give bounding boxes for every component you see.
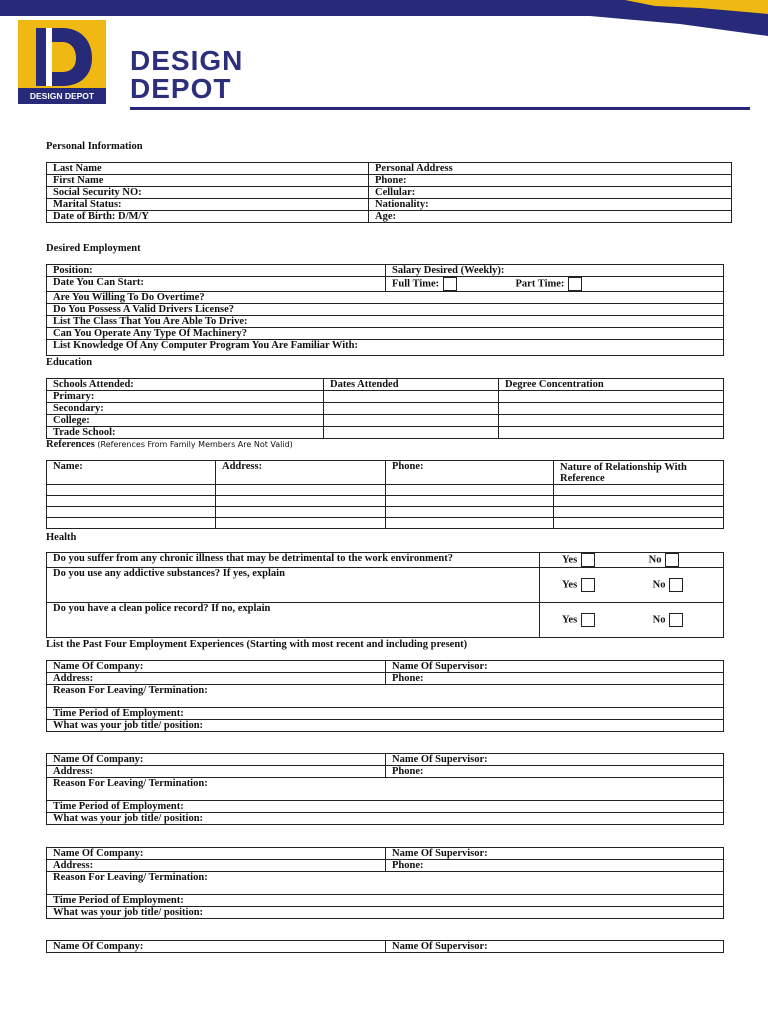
- table-row: [47, 496, 724, 507]
- ref-cell[interactable]: [554, 496, 724, 507]
- college-row-label: College:: [47, 415, 324, 427]
- brand-name-line2: DEPOT: [130, 73, 232, 104]
- yes-label: Yes: [562, 554, 578, 566]
- health-table: [46, 552, 724, 638]
- part-time-checkbox[interactable]: [568, 277, 582, 291]
- yes-label: Yes: [562, 614, 578, 626]
- logo: [18, 20, 106, 104]
- supervisor-field[interactable]: Name Of Supervisor:: [386, 661, 724, 673]
- job-title-field[interactable]: What was your job title/ position:: [47, 813, 724, 825]
- phone-field[interactable]: Phone:: [369, 175, 732, 187]
- table-row: [47, 485, 724, 496]
- first-name-field[interactable]: First Name: [47, 175, 369, 187]
- ref-cell[interactable]: [47, 507, 216, 518]
- overtime-field[interactable]: Are You Willing To Do Overtime?: [47, 292, 724, 304]
- police-no-checkbox[interactable]: [669, 613, 683, 627]
- ref-cell[interactable]: [386, 496, 554, 507]
- personal-heading: Personal Information: [46, 141, 143, 152]
- table-row: [47, 507, 724, 518]
- nationality-field[interactable]: Nationality:: [369, 199, 732, 211]
- phone-field[interactable]: Phone:: [386, 673, 724, 685]
- police-record-answer: [540, 603, 724, 638]
- job-title-field[interactable]: What was your job title/ position:: [47, 720, 724, 732]
- ref-cell[interactable]: [554, 507, 724, 518]
- ref-cell[interactable]: [216, 507, 386, 518]
- part-time-option: [510, 277, 724, 292]
- license-field[interactable]: Do You Possess A Valid Drivers License?: [47, 304, 724, 316]
- college-degree-cell[interactable]: [499, 415, 724, 427]
- ssn-field[interactable]: Social Security NO:: [47, 187, 369, 199]
- table-row: [47, 518, 724, 529]
- reason-field[interactable]: Reason For Leaving/ Termination:: [47, 778, 724, 801]
- references-note: (References From Family Members Are Not Valid): [97, 440, 293, 449]
- substances-answer: [540, 568, 724, 603]
- full-time-checkbox[interactable]: [443, 277, 457, 291]
- degree-column-header: Degree Concentration: [499, 379, 724, 391]
- supervisor-field[interactable]: Name Of Supervisor:: [386, 848, 724, 860]
- part-time-label: Part Time:: [515, 278, 565, 290]
- company-field[interactable]: Name Of Company:: [47, 941, 386, 953]
- police-yes-checkbox[interactable]: [581, 613, 595, 627]
- ref-name-header: Name:: [47, 461, 216, 485]
- ref-cell[interactable]: [47, 485, 216, 496]
- company-field[interactable]: Name Of Company:: [47, 661, 386, 673]
- chronic-yes-checkbox[interactable]: [581, 553, 595, 567]
- drive-class-field[interactable]: List The Class That You Are Able To Drive:: [47, 316, 724, 328]
- yes-label: Yes: [562, 579, 578, 591]
- address-field[interactable]: Address:: [47, 673, 386, 685]
- college-dates-cell[interactable]: [324, 415, 499, 427]
- experience-block-1: [46, 660, 724, 732]
- education-heading: Education: [46, 357, 93, 368]
- references-table: [46, 460, 724, 529]
- position-field[interactable]: Position:: [47, 265, 386, 277]
- marital-status-field[interactable]: Marital Status:: [47, 199, 369, 211]
- address-field[interactable]: Address:: [47, 860, 386, 872]
- ref-cell[interactable]: [386, 485, 554, 496]
- chronic-no-checkbox[interactable]: [665, 553, 679, 567]
- ref-cell[interactable]: [554, 485, 724, 496]
- ref-address-header: Address:: [216, 461, 386, 485]
- trade-school-row-label: Trade School:: [47, 427, 324, 439]
- trade-dates-cell[interactable]: [324, 427, 499, 439]
- ref-cell[interactable]: [216, 518, 386, 529]
- header-rule: [130, 107, 750, 110]
- header-banner: [0, 0, 768, 40]
- substances-no-checkbox[interactable]: [669, 578, 683, 592]
- chronic-illness-answer: [540, 553, 724, 568]
- education-table: [46, 378, 724, 439]
- personal-table: [46, 162, 732, 223]
- company-field[interactable]: Name Of Company:: [47, 754, 386, 766]
- no-label: No: [652, 614, 666, 626]
- employment-heading: Desired Employment: [46, 243, 141, 254]
- primary-dates-cell[interactable]: [324, 391, 499, 403]
- substances-question: Do you use any addictive substances? If yes, explain: [47, 568, 540, 603]
- ref-cell[interactable]: [386, 507, 554, 518]
- age-field[interactable]: Age:: [369, 211, 732, 223]
- police-record-question: Do you have a clean police record? If no, explain: [47, 603, 540, 638]
- trade-degree-cell[interactable]: [499, 427, 724, 439]
- ref-cell[interactable]: [216, 485, 386, 496]
- references-heading: References: [46, 439, 95, 450]
- secondary-dates-cell[interactable]: [324, 403, 499, 415]
- experience-block-4: [46, 940, 724, 953]
- address-field[interactable]: Address:: [47, 766, 386, 778]
- last-name-field[interactable]: Last Name: [47, 163, 369, 175]
- supervisor-field[interactable]: Name Of Supervisor:: [386, 754, 724, 766]
- substances-yes-checkbox[interactable]: [581, 578, 595, 592]
- company-field[interactable]: Name Of Company:: [47, 848, 386, 860]
- ref-cell[interactable]: [554, 518, 724, 529]
- references-heading-row: [46, 439, 293, 450]
- ref-cell[interactable]: [47, 496, 216, 507]
- schools-column-header: Schools Attended:: [47, 379, 324, 391]
- job-title-field[interactable]: What was your job title/ position:: [47, 907, 724, 919]
- ref-cell[interactable]: [216, 496, 386, 507]
- chronic-illness-question: Do you suffer from any chronic illness that may be detrimental to the work environment?: [47, 553, 540, 568]
- ref-cell[interactable]: [386, 518, 554, 529]
- start-date-field[interactable]: Date You Can Start:: [47, 277, 386, 292]
- salary-field[interactable]: Salary Desired (Weekly):: [386, 265, 724, 277]
- primary-row-label: Primary:: [47, 391, 324, 403]
- phone-field[interactable]: Phone:: [386, 766, 724, 778]
- dob-field[interactable]: Date of Birth: D/M/Y: [47, 211, 369, 223]
- no-label: No: [652, 579, 666, 591]
- ref-relationship-header: Nature of Relationship With Reference: [554, 461, 724, 485]
- reason-field[interactable]: Reason For Leaving/ Termination:: [47, 872, 724, 895]
- personal-address-field[interactable]: Personal Address: [369, 163, 732, 175]
- brand-name-line1: DESIGN: [130, 45, 244, 76]
- experience-heading: List the Past Four Employment Experiences (Starting with most recent and including present): [46, 639, 468, 650]
- cellular-field[interactable]: Cellular:: [369, 187, 732, 199]
- secondary-degree-cell[interactable]: [499, 403, 724, 415]
- full-time-option: [386, 277, 510, 292]
- supervisor-field[interactable]: Name Of Supervisor:: [386, 941, 724, 953]
- ref-phone-header: Phone:: [386, 461, 554, 485]
- no-label: No: [648, 554, 662, 566]
- employment-table: [46, 264, 724, 356]
- ref-cell[interactable]: [47, 518, 216, 529]
- period-field[interactable]: Time Period of Employment:: [47, 895, 724, 907]
- machinery-field[interactable]: Can You Operate Any Type Of Machinery?: [47, 328, 724, 340]
- dates-column-header: Dates Attended: [324, 379, 499, 391]
- logo-caption: DESIGN DEPOT: [29, 91, 95, 101]
- reason-field[interactable]: Reason For Leaving/ Termination:: [47, 685, 724, 708]
- phone-field[interactable]: Phone:: [386, 860, 724, 872]
- period-field[interactable]: Time Period of Employment:: [47, 708, 724, 720]
- primary-degree-cell[interactable]: [499, 391, 724, 403]
- experience-block-2: [46, 753, 724, 825]
- period-field[interactable]: Time Period of Employment:: [47, 801, 724, 813]
- health-heading: Health: [46, 532, 77, 543]
- secondary-row-label: Secondary:: [47, 403, 324, 415]
- full-time-label: Full Time:: [392, 278, 440, 290]
- experience-block-3: [46, 847, 724, 919]
- computer-programs-field[interactable]: List Knowledge Of Any Computer Program You Are Familiar With:: [47, 340, 724, 356]
